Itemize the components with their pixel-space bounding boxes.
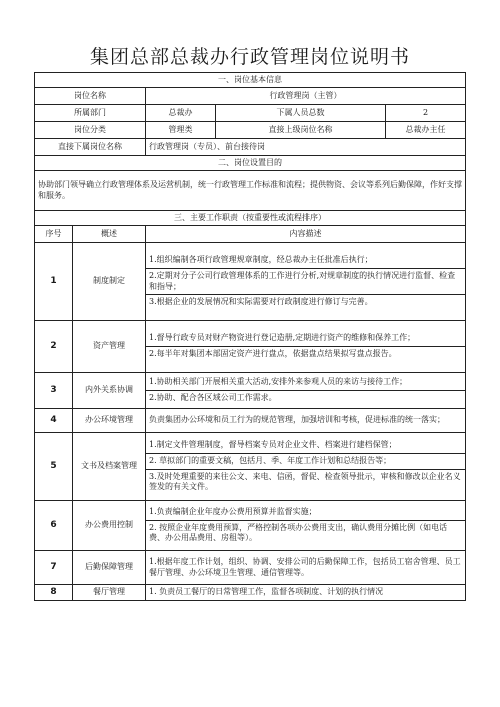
duty-number: 5 [35,433,73,501]
duty-item: 2.每半年对集团本部固定资产进行盘点，依据盘点结果拟写盘点报告。 [146,346,465,362]
duty-content [146,433,466,501]
duty-number: 3 [35,373,73,409]
duty-summary: 制度制定 [73,243,146,321]
superior-post-value: 总裁办主任 [386,122,466,139]
duty-item: 1.督导行政专员对财产物资进行登记造册,定期进行资产的维修和保养工作； [149,333,416,343]
duty-item: 3.及时处理重要的来往公文、来电、信函，督促、检查领导批示，审核和修改以企业名义签发的有关文件。 [146,469,465,496]
duty-summary: 餐厅管理 [73,585,146,601]
duty-item: 2. 草拟部门的重要文稿，包括月、季、年度工作计划和总结报告等； [146,453,465,469]
duty-content [146,373,466,409]
duty-content [146,551,466,585]
duty-content [146,409,466,433]
superior-post-label: 直接上级岗位名称 [216,122,386,139]
duty-summary: 文书及档案管理 [73,433,146,501]
department-label: 所属部门 [35,105,146,122]
duties-header-summary: 概述 [73,226,146,243]
post-name-value: 行政管理岗（主管） [146,88,466,105]
post-category-label: 岗位分类 [35,122,146,139]
duty-content [146,321,466,373]
duty-item: 1. 负责员工餐厅的日常管理工作，监督各项制度、计划的执行情况 [149,587,384,596]
post-name-label: 岗位名称 [35,88,146,105]
duty-number: 2 [35,321,73,373]
duty-item: 3.根据企业的发展情况和实际需要对行政制度进行修订与完善。 [146,294,465,310]
duty-summary: 后勤保障管理 [73,551,146,585]
subordinates-count-label: 下属人员总数 [216,105,386,122]
duty-item: 1.负责编制企业年度办公费用预算并监督实施； [149,506,317,516]
duty-content [146,585,466,601]
subordinate-posts-value: 行政管理岗（专员）、前台接待岗 [146,139,466,156]
duty-item: 1.根据年度工作计划，组织、协调、安排公司的后勤保障工作，包括员工宿舍管理、员工餐厅管理、办公环境卫生管理、通信管理等。 [149,556,461,577]
job-description-table [34,72,466,601]
post-category-value: 管理类 [146,122,216,139]
duties-header-content: 内容描述 [146,226,466,243]
duty-item: 1.组织编制各项行政管理规章制度，经总裁办主任批准后执行； [149,254,373,264]
duty-summary: 资产管理 [73,321,146,373]
section-purpose: 二、岗位设置目的 [35,156,466,171]
duty-content [146,501,466,551]
duty-number: 8 [35,585,73,601]
duty-item: 2.协助、配合各区域公司工作需求。 [146,390,465,406]
purpose-text: 协助部门领导确立行政管理体系及运营机制，统一行政管理工作标准和流程；提供物资、会议等系列后勤保障，作好支撑和服务。 [35,171,466,211]
duty-number: 6 [35,501,73,551]
duty-summary: 内外关系协调 [73,373,146,409]
duty-item: 2. 按照企业年度费用预算，严格控制各项办公费用支出，确认费用分摊比例（如电话费、办公用品费用、房租等）。 [146,520,465,547]
duty-summary: 办公环境管理 [73,409,146,433]
duty-item: 1.协助相关部门开展相关重大活动,安排外来参观人员的来访与接待工作； [149,377,408,387]
duty-summary: 办公费用控制 [73,501,146,551]
subordinates-count-value: 2 [386,105,466,122]
duty-number: 7 [35,551,73,585]
duty-content [146,243,466,321]
duty-number: 4 [35,409,73,433]
duty-item: 2.定期对分子公司行政管理体系的工作进行分析,对规章制度的执行情况进行监督、检查和指导； [146,268,465,295]
subordinate-posts-label: 直接下属岗位名称 [35,139,146,156]
duty-item: 负责集团办公环境和员工行为的规范管理，加强培训和考核，促进标准的统一落实； [149,415,445,425]
page-title: 集团总部总裁办行政管理岗位说明书 [89,46,410,68]
department-value: 总裁办 [146,105,216,122]
duties-header-no: 序号 [35,226,73,243]
duty-item: 1.制定文件管理制度，督导档案专员对企业文件、档案进行建档保管； [149,439,397,449]
section-basic-info: 一、岗位基本信息 [35,73,466,88]
duty-number: 1 [35,243,73,321]
section-duties: 三、主要工作职责（按重要性或流程排序） [35,211,466,226]
